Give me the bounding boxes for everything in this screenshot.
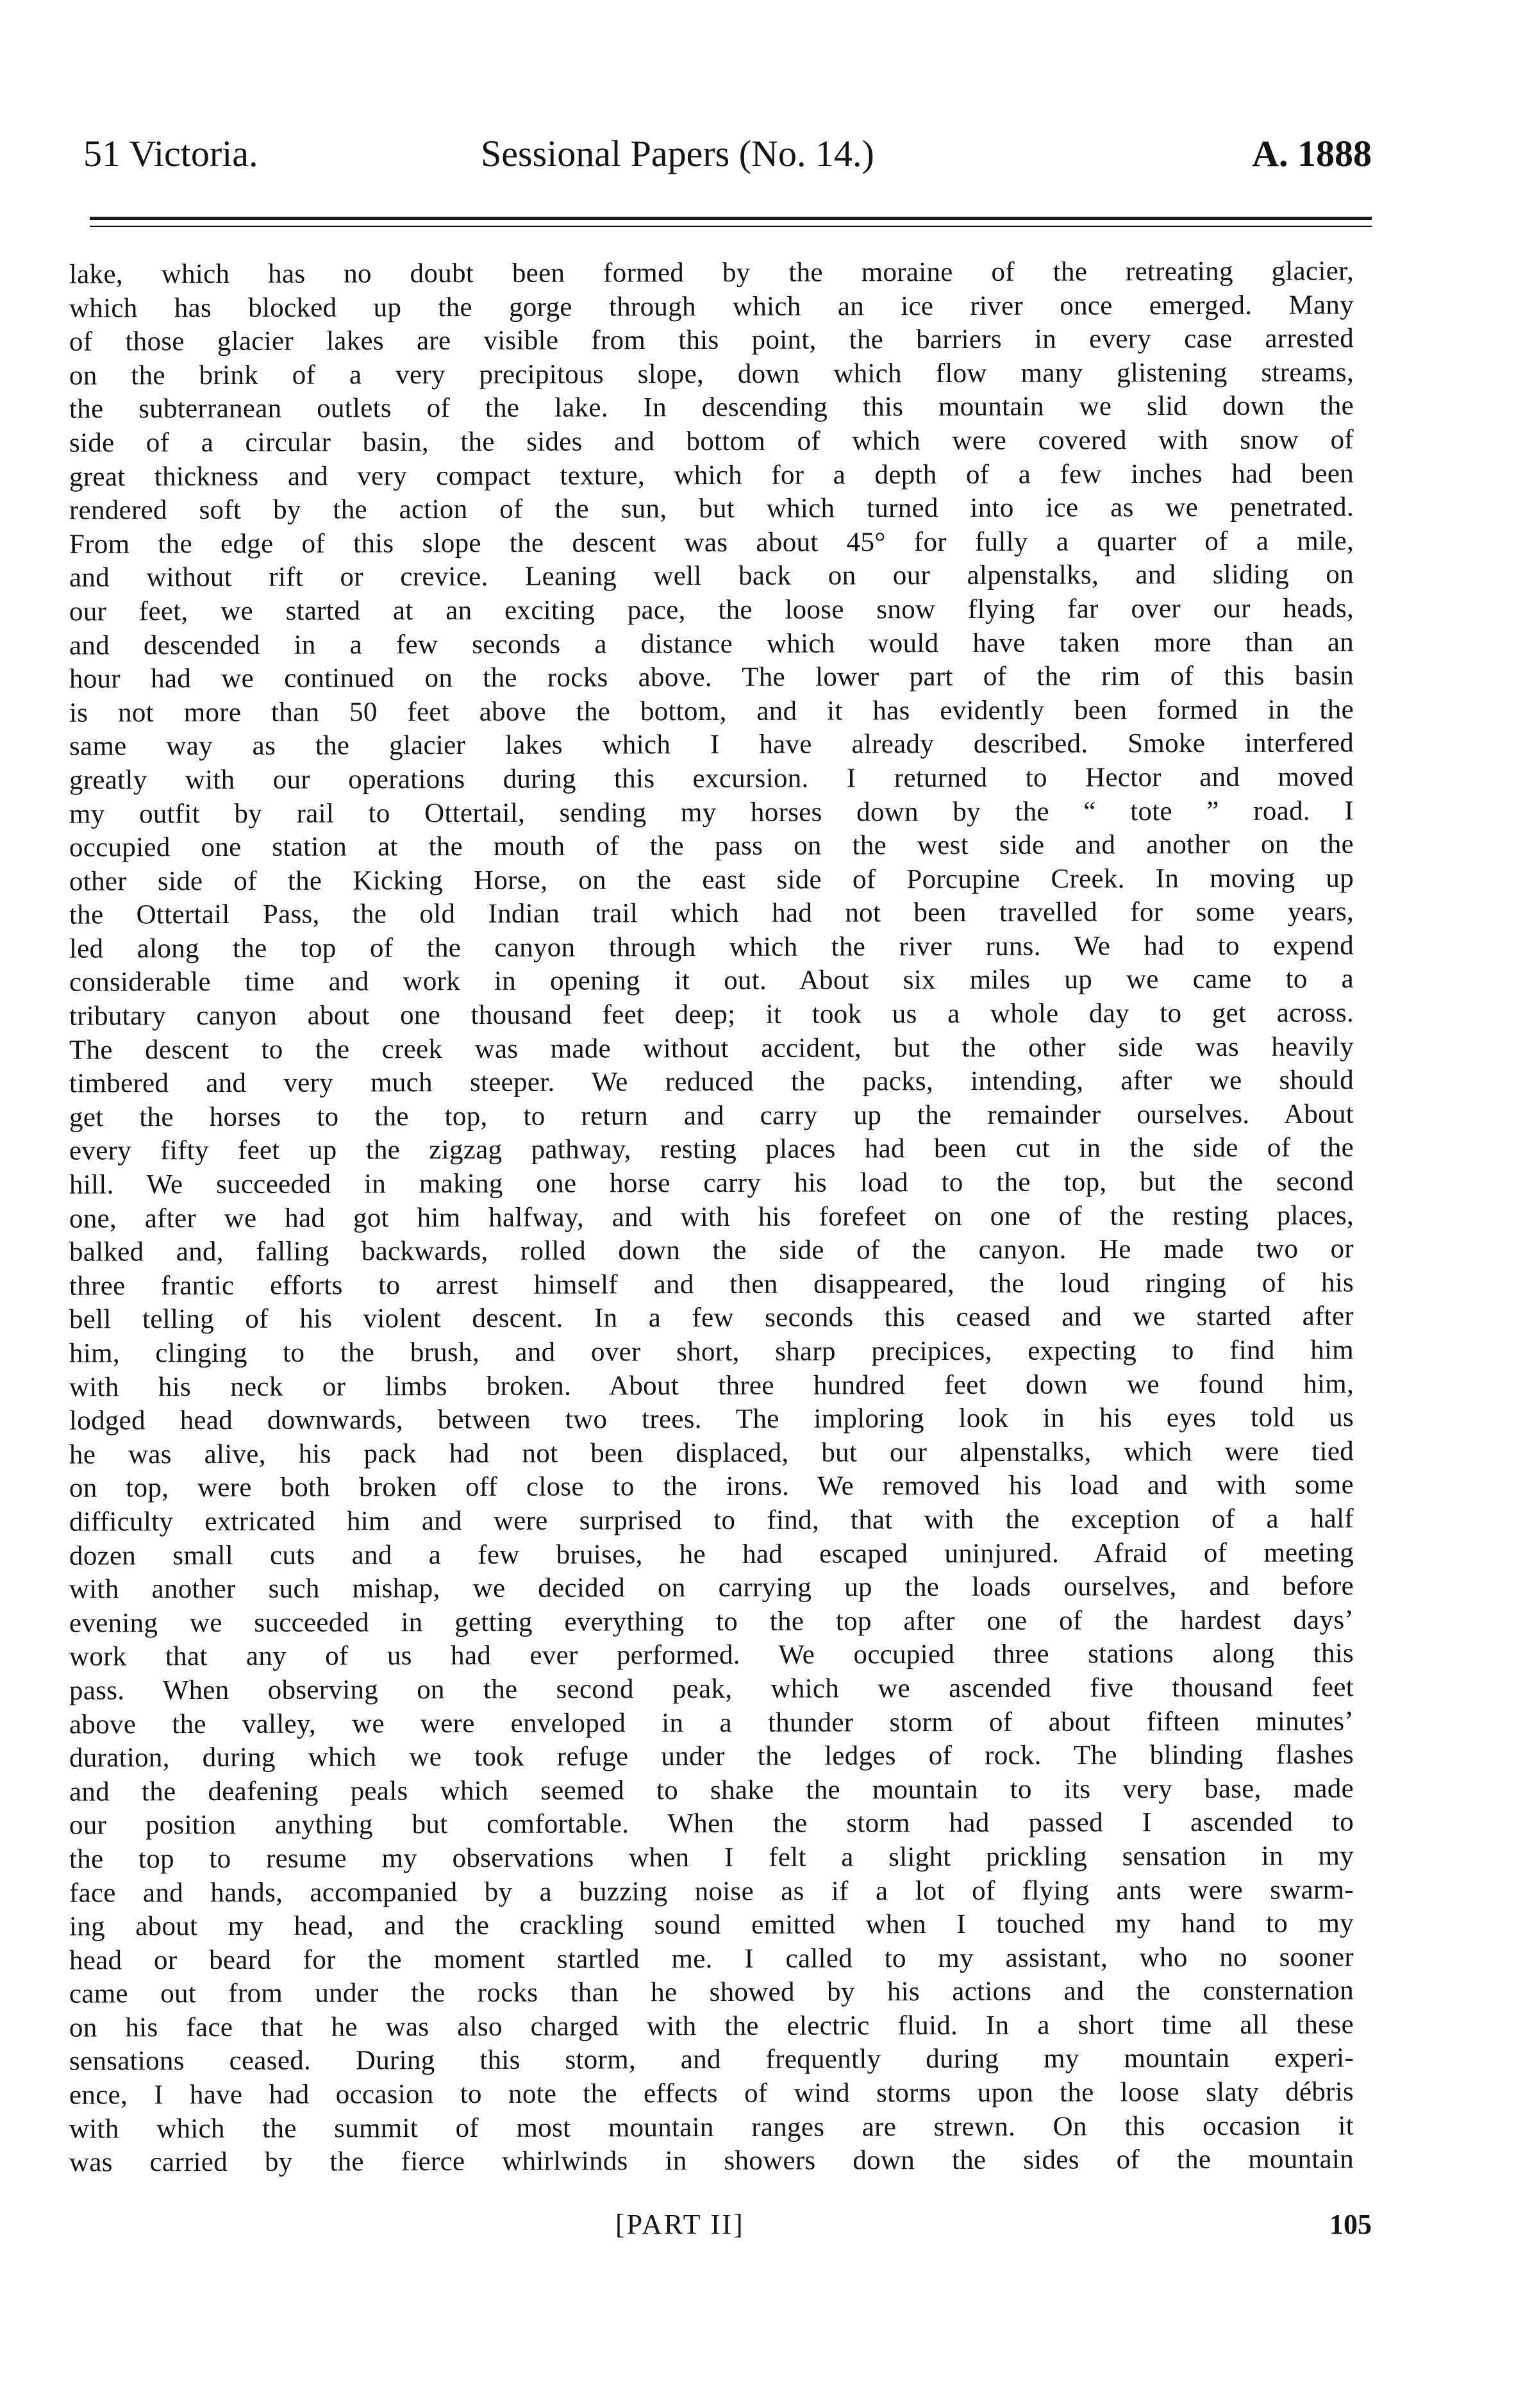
body-text [69,256,1354,2178]
text-line: other side of the Kicking Horse, on the east side of Porcupine Creek. In moving up [69,863,1354,897]
text-line: the subterranean outlets of the lake. In descending this mountain we slid down the [69,390,1354,424]
text-line: ence, I have had occasion to note the effects of wind storms upon the loose slaty débris [69,2077,1354,2111]
text-line: and the deafening peals which seemed to shake the mountain to its very base, made [69,1773,1354,1807]
text-line: considerable time and work in opening it out. About six miles up we came to a [69,964,1354,998]
header-title: Sessional Papers (No. 14.) [481,133,874,174]
text-line: hill. We succeeded in making one horse carry his load to the top, but the second [69,1166,1354,1200]
text-line: bell telling of his violent descent. In a few seconds this ceased and we started after [69,1301,1354,1335]
text-line: work that any of us had ever performed. We occupied three stations along this [69,1638,1354,1672]
text-line: get the horses to the top, to return and carry up the remainder ourselves. About [69,1099,1354,1133]
text-line: our position anything but comfortable. When the storm had passed I ascended to [69,1807,1354,1841]
header-year: A. 1888 [1252,133,1372,174]
text-line: same way as the glacier lakes which I have already described. Smoke interfered [69,728,1354,762]
text-line: every fifty feet up the zigzag pathway, resting places had been cut in the side of the [69,1132,1354,1167]
text-line: greatly with our operations during this excursion. I returned to Hector and moved [69,762,1354,796]
text-line: occupied one station at the mouth of the pass on the west side and another on the [69,829,1354,863]
text-line: is not more than 50 feet above the bottom, and it has evidently been formed in the [69,694,1354,728]
text-line: pass. When observing on the second peak, which we ascended five thousand feet [69,1672,1354,1706]
text-line: head or beard for the moment startled me. I called to my assistant, who no sooner [69,1942,1354,1976]
text-line: balked and, falling backwards, rolled down the side of the canyon. He made two or [69,1233,1354,1267]
text-line: with another such mishap, we decided on carrying up the loads ourselves, and before [69,1571,1354,1605]
text-line: face and hands, accompanied by a buzzing noise as if a lot of flying ants were swarm- [69,1874,1354,1909]
text-line: my outfit by rail to Ottertail, sending my horses down by the “ tote ” road. I [69,795,1354,830]
text-line: tributary canyon about one thousand feet deep; it took us a whole day to get across. [69,998,1354,1032]
text-line: dozen small cuts and a few bruises, he had escaped uninjured. Afraid of meeting [69,1537,1354,1571]
text-line: evening we succeeded in getting everything to the top after one of the hardest days’ [69,1605,1354,1639]
text-line: which has blocked up the gorge through which an ice river once emerged. Many [69,289,1354,324]
text-line: The descent to the creek was made without accident, but the other side was heavily [69,1032,1354,1066]
text-line: timbered and very much steeper. We reduced the packs, intending, after we should [69,1065,1354,1099]
text-line: one, after we had got him halfway, and with his forefeet on one of the resting places, [69,1200,1354,1234]
text-line: three frantic efforts to arrest himself and then disappeared, the loud ringing of his [69,1267,1354,1301]
header-rule-thick [90,217,1372,220]
text-line: he was alive, his pack had not been displaced, but our alpenstalks, which were tied [69,1436,1354,1470]
running-header [83,128,1372,180]
text-line: him, clinging to the brush, and over short, sharp precipices, expecting to find him [69,1335,1354,1369]
text-line: of those glacier lakes are visible from this point, the barriers in every case arrested [69,323,1354,357]
header-volume: 51 Victoria. [83,133,258,174]
text-line: was carried by the fierce whirlwinds in showers down the sides of the mountain [69,2144,1354,2178]
text-line: the top to resume my observations when I felt a slight prickling sensation in my [69,1841,1354,1875]
text-line: great thickness and very compact texture, which for a depth of a few inches had been [69,458,1354,492]
text-line: with his neck or limbs broken. About three hundred feet down we found him, [69,1368,1354,1403]
header-rule-thin [90,226,1372,227]
text-line: lodged head downwards, between two trees. The imploring look in his eyes told us [69,1402,1354,1436]
text-line: and without rift or crevice. Leaning well back on our alpenstalks, and sliding on [69,559,1354,593]
page-footer [83,2205,1372,2244]
text-line: on the brink of a very precipitous slope, down which flow many glistening streams, [69,357,1354,391]
text-line: rendered soft by the action of the sun, but which turned into ice as we penetrated. [69,492,1354,526]
text-line: ing about my head, and the crackling sound emitted when I touched my hand to my [69,1908,1354,1942]
text-line: hour had we continued on the rocks above. The lower part of the rim of this basin [69,660,1354,694]
text-line: came out from under the rocks than he showed by his actions and the consternation [69,1975,1354,2009]
text-line: From the edge of this slope the descent was about 45° for fully a quarter of a mile, [69,526,1354,560]
text-line: duration, during which we took refuge under the ledges of rock. The blinding flashes [69,1739,1354,1773]
text-line: side of a circular basin, the sides and bottom of which were covered with snow of [69,424,1354,458]
text-line: sensations ceased. During this storm, and frequently during my mountain experi- [69,2043,1354,2077]
text-line: led along the top of the canyon through which the river runs. We had to expend [69,930,1354,964]
text-line: difficulty extricated him and were surprised to find, that with the exception of a half [69,1503,1354,1537]
text-line: on top, were both broken off close to the irons. We removed his load and with some [69,1469,1354,1503]
text-line: above the valley, we were enveloped in a thunder storm of about fifteen minutes’ [69,1705,1354,1740]
text-line: with which the summit of most mountain ranges are strewn. On this occasion it [69,2111,1354,2145]
text-line: and descended in a few seconds a distance which would have taken more than an [69,626,1354,661]
page-number: 105 [1329,2209,1372,2240]
footer-part-label: [PART II] [615,2209,745,2240]
text-line: our feet, we started at an exciting pace, the loose snow flying far over our heads, [69,593,1354,627]
text-line: lake, which has no doubt been formed by the moraine of the retreating glacier, [69,256,1354,290]
text-line: on his face that he was also charged with the electric fluid. In a short time all these [69,2009,1354,2043]
text-line: the Ottertail Pass, the old Indian trail which had not been travelled for some years, [69,896,1354,930]
